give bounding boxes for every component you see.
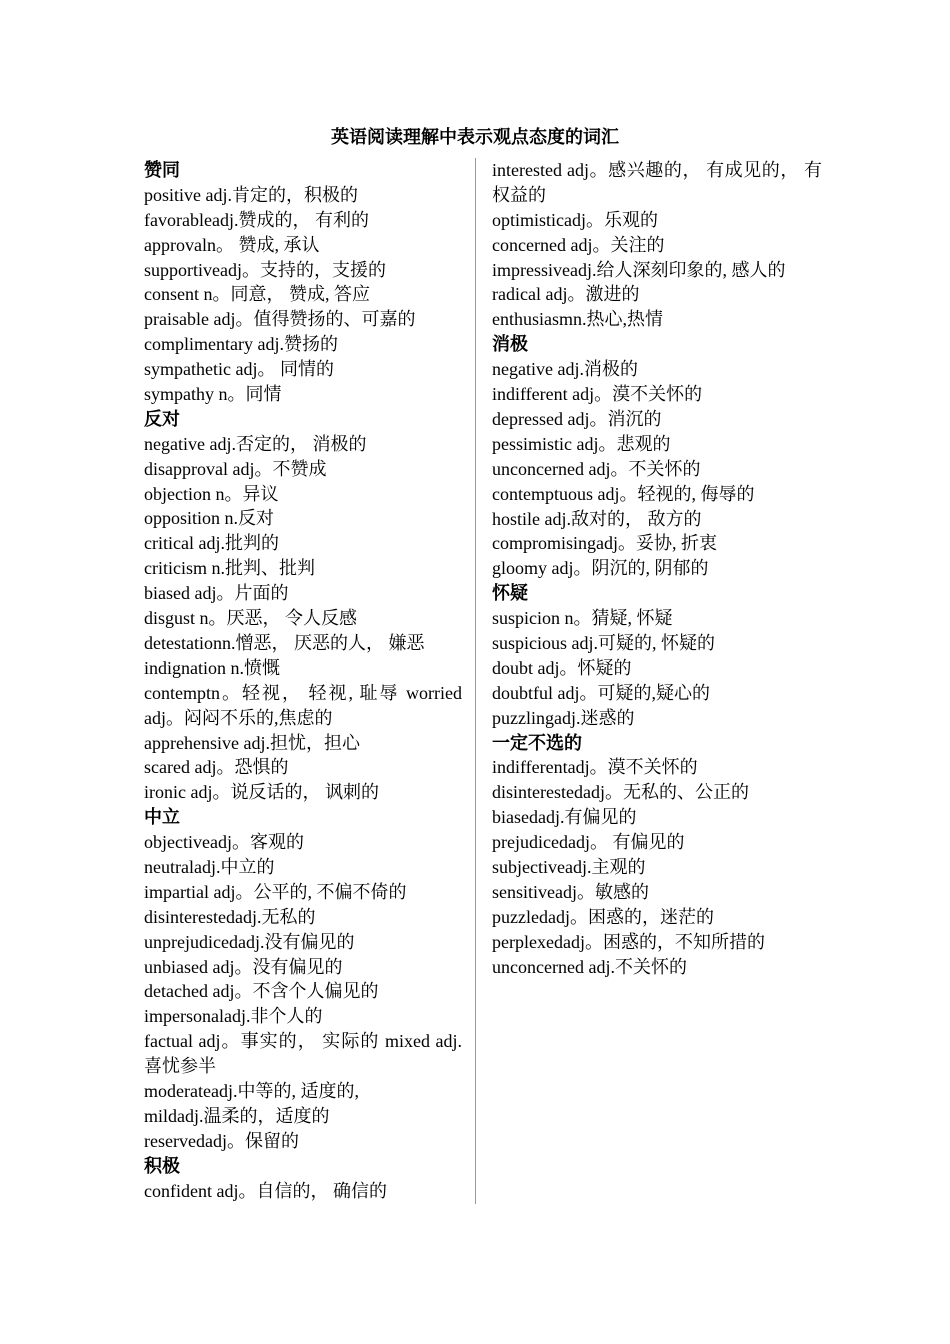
vocab-entry: depressed adj。消沉的 — [492, 408, 662, 429]
vocab-entry: impersonaladj.非个人的 — [144, 1006, 323, 1027]
vocab-entry: prejudicedadj。 有偏见的 — [492, 832, 685, 853]
section-heading: 怀疑 — [492, 583, 528, 604]
vocab-entry: negative adj.消极的 — [492, 359, 638, 380]
vocab-entry: compromisingadj。妥协, 折衷 — [492, 533, 717, 554]
vocab-entry: detached adj。不含个人偏见的 — [144, 981, 379, 1002]
section-heading: 反对 — [144, 408, 180, 429]
vocab-entry: moderateadj.中等的, 适度的, — [144, 1081, 359, 1102]
vocab-entry: approvaln。 赞成, 承认 — [144, 234, 320, 255]
section-heading: 中立 — [144, 807, 180, 828]
vocab-entry: perplexedadj。困惑的，不知所措的 — [492, 931, 765, 952]
vocab-entry: indifferentadj。漠不关怀的 — [492, 757, 698, 778]
vocab-entry: contemptuous adj。轻视的, 侮辱的 — [492, 483, 755, 504]
vocab-entry: consent n。同意， 赞成, 答应 — [144, 284, 370, 305]
vocab-entry: unprejudicedadj.没有偏见的 — [144, 931, 355, 952]
section-heading: 赞同 — [144, 160, 180, 180]
right-column — [492, 158, 822, 979]
vocab-entry: enthusiasmn.热心,热情 — [492, 309, 663, 330]
vocab-entry: suspicious adj.可疑的, 怀疑的 — [492, 632, 715, 653]
vocab-entry: interested adj。感兴趣的， 有成见的， 有权益的 — [492, 160, 822, 205]
vocab-entry: indignation n.愤慨 — [144, 657, 280, 678]
vocab-entry: disinterestedadj。无私的、公正的 — [492, 782, 749, 803]
vocab-entry: apprehensive adj.担忧，担心 — [144, 732, 360, 753]
vocab-entry: pessimistic adj。悲观的 — [492, 433, 671, 454]
vocab-entry: radical adj。激进的 — [492, 284, 640, 305]
vocab-entry: gloomy adj。阴沉的, 阴郁的 — [492, 558, 709, 579]
page-title: 英语阅读理解中表示观点态度的词汇 — [331, 127, 619, 147]
vocab-entry: unconcerned adj.不关怀的 — [492, 956, 687, 977]
vocab-entry: biased adj。片面的 — [144, 583, 289, 604]
vocab-entry: critical adj.批判的 — [144, 533, 279, 554]
vocab-entry: scared adj。恐惧的 — [144, 757, 289, 778]
vocab-entry: biasedadj.有偏见的 — [492, 807, 637, 828]
vocab-entry: concerned adj。关注的 — [492, 234, 665, 255]
vocab-entry: hostile adj.敌对的， 敌方的 — [492, 508, 702, 529]
vocab-entry: sympathetic adj。 同情的 — [144, 359, 334, 380]
vocab-entry: neutraladj.中立的 — [144, 856, 275, 877]
vocab-entry: praisable adj。值得赞扬的、可嘉的 — [144, 309, 416, 330]
vocab-entry: complimentary adj.赞扬的 — [144, 334, 338, 355]
vocab-entry: unconcerned adj。不关怀的 — [492, 458, 701, 479]
section-heading: 消极 — [492, 334, 528, 355]
vocab-entry: impressiveadj.给人深刻印象的, 感人的 — [492, 259, 786, 280]
vocab-entry: sensitiveadj。敏感的 — [492, 881, 649, 902]
vocab-entry: suspicion n。猜疑, 怀疑 — [492, 608, 673, 629]
vocab-entry: criticism n.批判、批判 — [144, 558, 315, 579]
vocab-entry: objection n。异议 — [144, 483, 279, 504]
vocab-entry: disinterestedadj.无私的 — [144, 906, 316, 927]
vocab-entry: negative adj.否定的， 消极的 — [144, 433, 367, 454]
vocab-entry: positive adj.肯定的，积极的 — [144, 184, 358, 205]
column-divider — [475, 158, 476, 1204]
vocab-entry: puzzlingadj.迷惑的 — [492, 707, 635, 728]
vocab-entry: indifferent adj。漠不关怀的 — [492, 384, 703, 405]
vocab-entry: impartial adj。公平的, 不偏不倚的 — [144, 881, 407, 902]
vocab-entry: favorableadj.赞成的， 有利的 — [144, 209, 369, 230]
vocab-entry: contemptn。轻视， 轻视, 耻辱 worried adj。闷闷不乐的,焦虑的 — [144, 682, 462, 728]
vocab-entry: confident adj。自信的， 确信的 — [144, 1180, 387, 1201]
vocab-entry: ironic adj。说反话的， 讽刺的 — [144, 782, 379, 803]
vocab-entry: doubtful adj。可疑的,疑心的 — [492, 682, 710, 703]
vocab-entry: objectiveadj。客观的 — [144, 832, 304, 853]
vocab-entry: factual adj。事实的， 实际的 mixed adj.喜忧参半 — [144, 1031, 462, 1077]
vocab-entry: puzzledadj。困惑的，迷茫的 — [492, 906, 714, 927]
vocab-entry: sympathy n。同情 — [144, 384, 282, 405]
vocab-entry: subjectiveadj.主观的 — [492, 856, 646, 877]
left-column — [144, 158, 462, 1203]
vocab-entry: unbiased adj。没有偏见的 — [144, 956, 343, 977]
vocab-entry: opposition n.反对 — [144, 508, 275, 529]
section-heading: 积极 — [144, 1155, 180, 1176]
vocab-entry: mildadj.温柔的，适度的 — [144, 1105, 330, 1126]
vocab-entry: optimisticadj。乐观的 — [492, 209, 658, 230]
vocab-entry: disapproval adj。不赞成 — [144, 458, 327, 479]
section-heading: 一定不选的 — [492, 732, 582, 753]
vocab-entry: doubt adj。怀疑的 — [492, 657, 632, 678]
vocab-entry: detestationn.憎恶， 厌恶的人， 嫌恶 — [144, 632, 425, 653]
vocab-entry: supportiveadj。支持的，支援的 — [144, 259, 386, 280]
vocab-entry: reservedadj。保留的 — [144, 1130, 299, 1151]
vocab-entry: disgust n。厌恶， 令人反感 — [144, 608, 358, 629]
